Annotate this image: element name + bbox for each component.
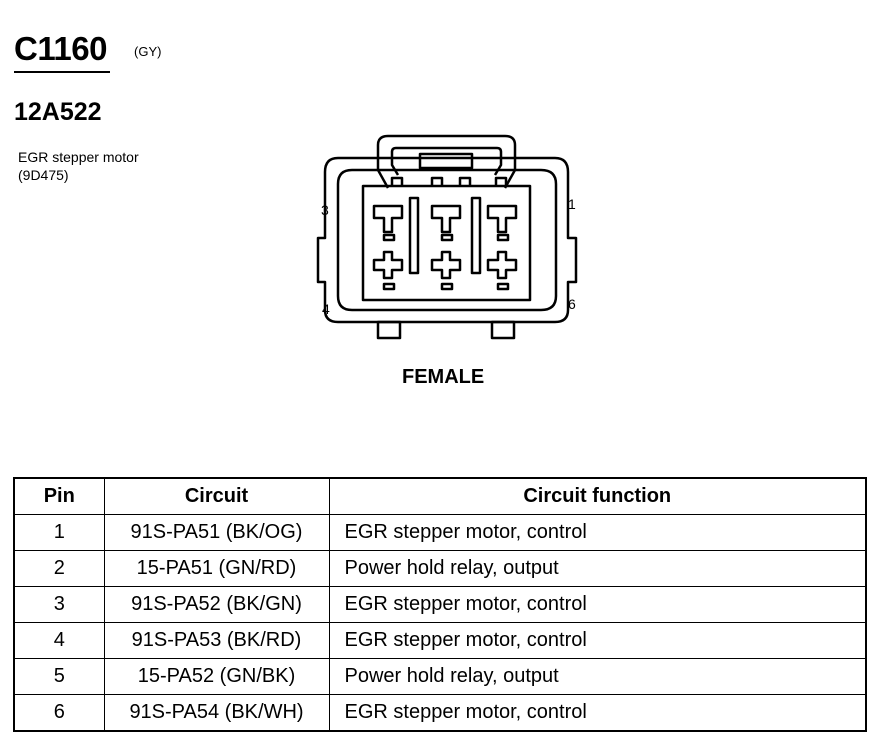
cell-function: EGR stepper motor, control [329, 515, 866, 551]
table-row [14, 587, 866, 623]
pinout-table [13, 477, 867, 732]
cell-function: EGR stepper motor, control [329, 695, 866, 732]
terminal-top-3-contact [498, 235, 508, 240]
terminal-top-1 [374, 206, 402, 232]
header-circuit: Circuit [104, 478, 329, 515]
cell-circuit: 15-PA51 (GN/RD) [104, 551, 329, 587]
table-row [14, 623, 866, 659]
connector-color: (GY) [134, 44, 162, 59]
housing-foot-left [378, 322, 400, 338]
terminal-bottom-1 [374, 252, 402, 278]
connector-id: C1160 [14, 30, 107, 67]
cavity-divider-right [472, 198, 480, 273]
terminal-bottom-2 [432, 252, 460, 278]
table-header-row [14, 478, 866, 515]
cell-function: EGR stepper motor, control [329, 587, 866, 623]
terminal-bottom-3-contact [498, 284, 508, 289]
connector-face-diagram [300, 120, 600, 360]
latch-outline [378, 136, 515, 188]
cell-function: Power hold relay, output [329, 551, 866, 587]
terminal-bottom-2-contact [442, 284, 452, 289]
cell-function: EGR stepper motor, control [329, 623, 866, 659]
cell-circuit: 91S-PA52 (BK/GN) [104, 587, 329, 623]
terminal-top-1-contact [384, 235, 394, 240]
component-name [18, 148, 139, 184]
part-number: 12A522 [14, 98, 102, 126]
cell-circuit: 91S-PA54 (BK/WH) [104, 695, 329, 732]
cell-pin: 6 [14, 695, 104, 732]
cell-function: Power hold relay, output [329, 659, 866, 695]
housing-foot-right [492, 322, 514, 338]
cell-circuit: 91S-PA51 (BK/OG) [104, 515, 329, 551]
header-function: Circuit function [329, 478, 866, 515]
terminal-top-2 [432, 206, 460, 232]
component-code: (9D475) [18, 167, 69, 183]
pin-label-6: 6 [568, 296, 576, 312]
component-name-line1: EGR stepper motor [18, 149, 139, 165]
cell-pin: 5 [14, 659, 104, 695]
pin-label-4: 4 [322, 301, 330, 317]
cell-pin: 3 [14, 587, 104, 623]
table-row [14, 551, 866, 587]
terminal-bottom-1-contact [384, 284, 394, 289]
cell-circuit: 15-PA52 (GN/BK) [104, 659, 329, 695]
header-pin: Pin [14, 478, 104, 515]
table-row [14, 695, 866, 732]
table-row [14, 515, 866, 551]
table-row [14, 659, 866, 695]
cell-pin: 4 [14, 623, 104, 659]
cell-pin: 1 [14, 515, 104, 551]
terminal-top-2-contact [442, 235, 452, 240]
pin-label-3: 3 [321, 202, 329, 218]
pin-label-1: 1 [568, 196, 576, 212]
terminal-bottom-3 [488, 252, 516, 278]
cell-circuit: 91S-PA53 (BK/RD) [104, 623, 329, 659]
cavity-divider-left [410, 198, 418, 273]
terminal-top-3 [488, 206, 516, 232]
connector-id-underline [14, 71, 110, 73]
connector-view-label: FEMALE [402, 366, 485, 388]
latch-tab [420, 154, 472, 168]
cell-pin: 2 [14, 551, 104, 587]
